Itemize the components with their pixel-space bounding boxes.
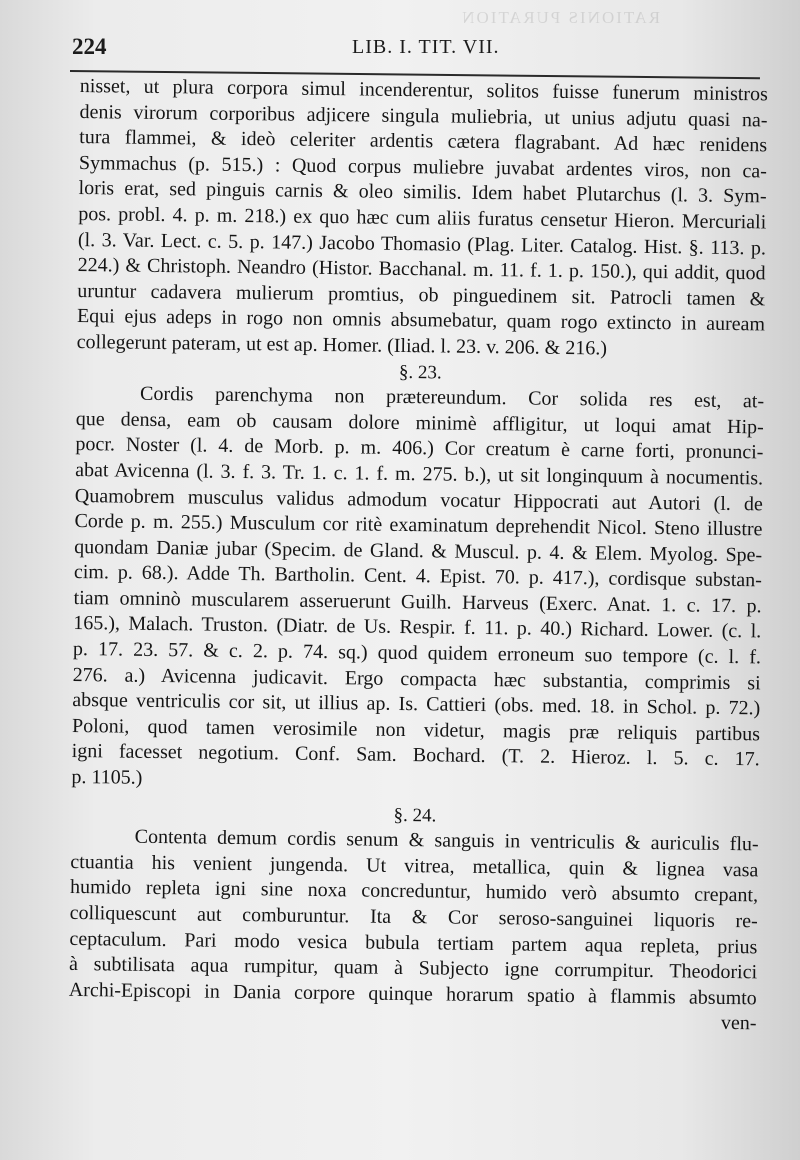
text-line: que densa, eam ob causam dolore minimè affligitur, ut loqui amat Hip-	[75, 407, 764, 439]
text-line: pos. probl. 4. p. m. 218.) ex quo hæc cum aliis furatus censetur Hieron. Mercuriali	[78, 202, 767, 234]
text-line: à subtilisata aqua rumpitur, quam à Subjecto igne corrumpitur. Theodorici	[68, 953, 758, 984]
section-heading: §. 23.	[398, 361, 442, 383]
text-line: ceptaculum. Pari modo vesica bubula tertiam partem aqua repleta, prius	[69, 927, 758, 958]
text-line: cim. p. 68.). Adde Th. Bartholin. Cent. 4. Epist. 70. p. 417.), cordisque substan-	[73, 561, 762, 592]
text-line: abat Avicenna (l. 3. f. 3. Tr. 1. c. 1. f. m. 275. b.), ut sit longinquum à nocumentis.	[75, 458, 764, 490]
text-line: nisset, ut plura corpora simul incenderentur, solitos fuisse funerum ministros	[79, 74, 768, 106]
text-line: igni facesset negotium. Conf. Sam. Bochard. (T. 2. Hieroz. l. 5. c. 17.	[71, 740, 760, 771]
text-line: Cordis parenchyma non prætereundum. Cor solida res est, at-	[139, 382, 765, 413]
text-line: collegerunt pateram, ut est ap. Homer. (Iliad. l. 23. v. 206. & 216.)	[76, 330, 608, 360]
text-line: colliquescunt aut comburuntur. Ita & Cor seroso-sanguinei liquoris re-	[69, 901, 758, 933]
text-line: quondam Daniæ jubar (Specim. de Gland. & Muscul. p. 4. & Elem. Myolog. Spe-	[74, 535, 763, 567]
text-line: tura flammei, & ideò celeriter ardentis cætera flagrabant. Ad hæc renidens	[79, 126, 768, 157]
text-line: ctuantia his venient jungenda. Ut vitrea, metallica, quin & lignea vasa	[70, 850, 759, 882]
text-line: 276. a.) Avicenna judicavit. Ergo compacta hæc substantia, comprimis si	[72, 663, 761, 695]
catchword: ven-	[720, 1012, 757, 1035]
text-line: pocr. Noster (l. 4. de Morb. p. m. 406.) Cor creatum è carne forti, pronunci-	[75, 433, 764, 464]
page-number: 224	[72, 34, 107, 59]
text-line: tiam omninò muscularem asseruerunt Guilh. Harveus (Exerc. Anat. 1. c. 17. p.	[73, 586, 762, 618]
text-line: loris erat, sed pinguis carnis & oleo similis. Idem habet Plutarchus (l. 3. Sym-	[78, 177, 767, 208]
body-text	[68, 74, 768, 1037]
text-line: 224.) & Christoph. Neandro (Histor. Bacchanal. m. 11. f. 1. p. 150.), qui addit, quod	[77, 254, 766, 285]
section-heading: §. 24.	[393, 804, 437, 827]
text-line: absque ventriculis cor sit, ut illius ap. Is. Cattieri (obs. med. 18. in Schol. p. 72.)	[72, 689, 761, 720]
text-line: Archi-Episcopi in Dania corpore quinque horarum spatio à flammis absumto	[68, 978, 757, 1010]
text-line: p. 17. 23. 57. & c. 2. p. 74. sq.) quod quidem erroneum suo tempore (c. l. f.	[72, 638, 762, 669]
text-line: humido repleta igni sine noxa concreduntur, humido verò absumto crepant,	[69, 876, 759, 907]
text-line: Corde p. m. 255.) Musculum cor ritè examinatum deprehendit Nicol. Steno illustre	[74, 510, 763, 541]
text-line: (l. 3. Var. Lect. c. 5. p. 147.) Jacobo Thomasio (Plag. Liter. Catalog. Hist. §. 113. p.	[77, 228, 767, 259]
text-line: uruntur cadavera mulierum promtius, ob pinguedinem sit. Patrocli tamen &	[77, 279, 766, 311]
text-line: Equi ejus adeps in rogo non omnis absumebatur, quam rogo extincto in auream	[76, 305, 766, 336]
text-line: Contenta demum cordis senum & sanguis in ventriculis & auriculis flu-	[134, 825, 759, 856]
page-header	[72, 34, 762, 68]
text-line: Quamobrem musculus validus admodum vocatur Hippocrati aut Autori (l. de	[74, 484, 763, 515]
running-head: LIB. I. TIT. VII.	[352, 36, 500, 58]
bleedthrough-text: RATIONIS PURATION	[460, 8, 660, 27]
text-line: Poloni, quod tamen verosimile non videtur, magis præ reliquis partibus	[71, 714, 761, 746]
text-line: denis virorum corporibus adjicere singula muliebria, ut unius adjutu quasi na-	[79, 100, 768, 131]
text-line: Symmachus (p. 515.) : Quod corpus muliebre juvabat ardentes viros, non ca-	[78, 151, 767, 183]
text-line: p. 1105.)	[71, 765, 143, 789]
text-line: 165.), Malach. Truston. (Diatr. de Us. Respir. f. 11. p. 40.) Richard. Lower. (c. l.	[73, 612, 762, 643]
